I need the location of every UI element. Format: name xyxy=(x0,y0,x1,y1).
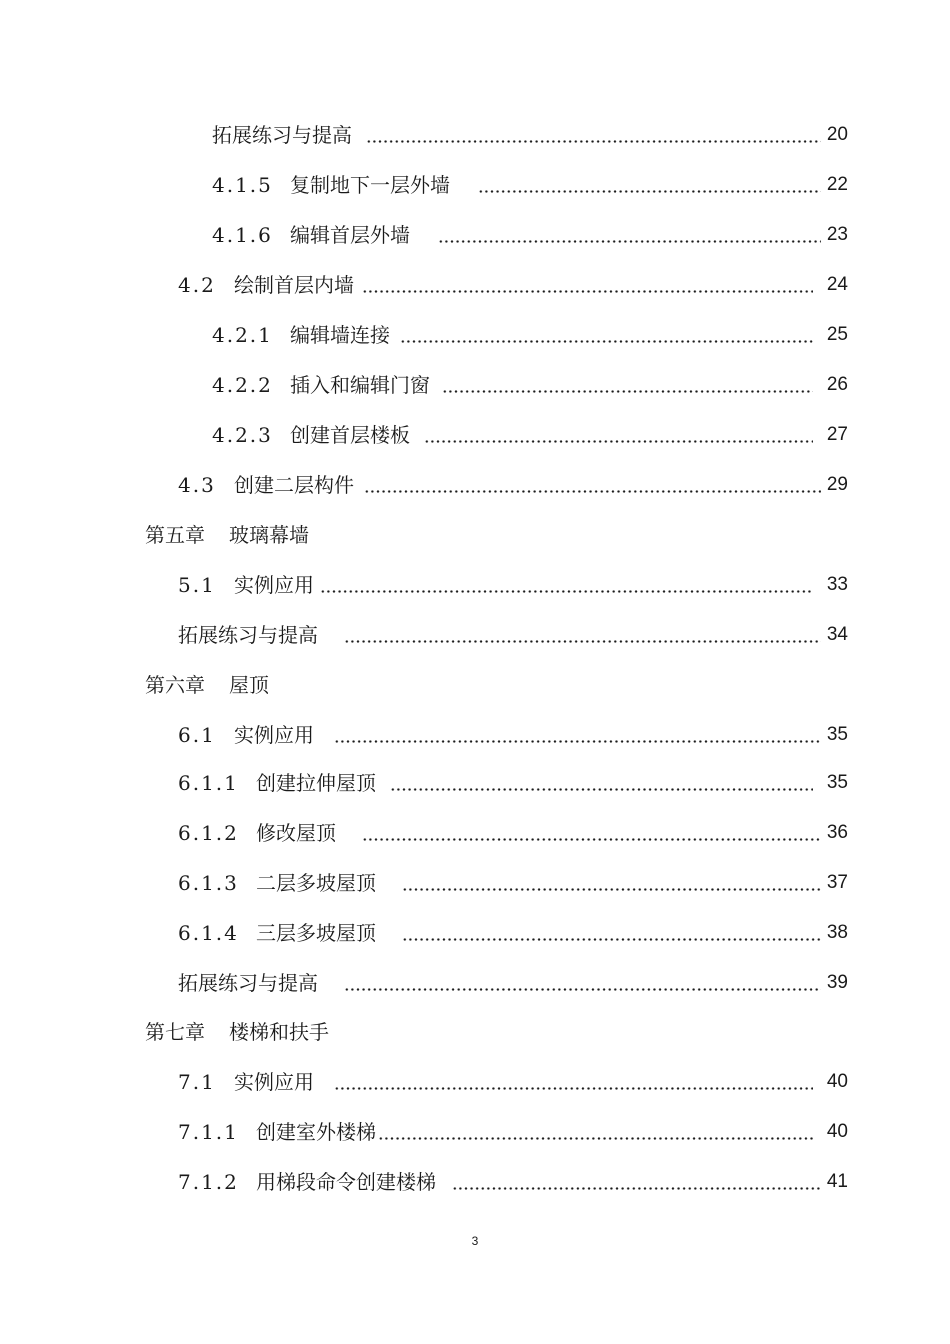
chapter-title: 屋顶 xyxy=(229,673,269,697)
toc-dot-leader xyxy=(344,620,821,650)
toc-page-number: 27 xyxy=(826,424,848,445)
toc-entry[interactable] xyxy=(178,768,848,798)
toc-section-number: 7.1.2 xyxy=(178,1170,239,1194)
toc-section-number: 6.1.1 xyxy=(178,771,239,795)
toc-entry[interactable] xyxy=(178,868,848,898)
toc-dot-leader xyxy=(378,1117,813,1147)
toc-dot-leader xyxy=(402,868,821,898)
toc-entry[interactable] xyxy=(178,270,848,300)
toc-dot-leader xyxy=(320,570,813,600)
toc-page-number: 38 xyxy=(826,922,848,943)
chapter-title: 楼梯和扶手 xyxy=(229,1020,329,1044)
toc-page-number: 25 xyxy=(826,324,848,345)
toc-entry[interactable] xyxy=(178,1067,848,1097)
toc-entry-title: 创建首层楼板 xyxy=(290,423,410,447)
toc-entry-title: 编辑首层外墙 xyxy=(290,223,410,247)
toc-section-number: 6.1.4 xyxy=(178,921,239,945)
toc-page-number: 41 xyxy=(826,1171,848,1192)
toc-page-number: 33 xyxy=(826,574,848,595)
toc-dot-leader xyxy=(334,1067,813,1097)
toc-entry[interactable] xyxy=(212,120,848,150)
chapter-title: 玻璃幕墙 xyxy=(229,523,309,547)
toc-page-number: 40 xyxy=(826,1121,848,1142)
toc-page-number: 35 xyxy=(826,772,848,793)
toc-entry[interactable] xyxy=(178,1167,848,1197)
toc-dot-leader xyxy=(452,1167,821,1197)
toc-dot-leader xyxy=(362,818,821,848)
toc-section-number: 4.2.1 xyxy=(212,323,273,347)
toc-page-number: 29 xyxy=(826,474,848,495)
toc-entry-title: 拓展练习与提高 xyxy=(178,623,318,647)
toc-entry-title: 实例应用 xyxy=(234,1070,314,1094)
toc-page-number: 22 xyxy=(826,174,848,195)
toc-page-number: 23 xyxy=(826,224,848,245)
toc-page-number: 20 xyxy=(826,124,848,145)
toc-dot-leader xyxy=(478,170,821,200)
chapter-label: 第五章 xyxy=(145,523,205,547)
toc-entry[interactable] xyxy=(178,918,848,948)
toc-entry[interactable] xyxy=(212,370,848,400)
toc-entry-title: 创建拉伸屋顶 xyxy=(256,771,376,795)
toc-dot-leader xyxy=(424,420,813,450)
toc-entry-title: 创建二层构件 xyxy=(234,473,354,497)
toc-dot-leader xyxy=(364,470,821,500)
toc-page-number: 26 xyxy=(826,374,848,395)
toc-section-number: 7.1 xyxy=(178,1070,216,1094)
toc-entry[interactable] xyxy=(178,570,848,600)
toc-page-number: 37 xyxy=(826,872,848,893)
toc-entry-title: 拓展练习与提高 xyxy=(178,971,318,995)
toc-entry-title: 实例应用 xyxy=(234,573,314,597)
toc-page-number: 34 xyxy=(826,624,848,645)
chapter-label: 第六章 xyxy=(145,673,205,697)
toc-section-number: 4.3 xyxy=(178,473,216,497)
toc-dot-leader xyxy=(334,720,821,750)
toc-dot-leader xyxy=(366,120,821,150)
toc-entry[interactable] xyxy=(212,420,848,450)
toc-entry[interactable] xyxy=(212,220,848,250)
chapter-heading[interactable] xyxy=(145,1017,329,1047)
toc-dot-leader xyxy=(390,768,813,798)
toc-page-number: 24 xyxy=(826,274,848,295)
toc-entry[interactable] xyxy=(178,620,848,650)
chapter-heading[interactable] xyxy=(145,670,269,700)
toc-entry-title: 用梯段命令创建楼梯 xyxy=(256,1170,436,1194)
toc-section-number: 7.1.1 xyxy=(178,1120,239,1144)
toc-entry-title: 复制地下一层外墙 xyxy=(290,173,450,197)
toc-section-number: 6.1.3 xyxy=(178,871,239,895)
toc-dot-leader xyxy=(442,370,813,400)
toc-dot-leader xyxy=(400,320,813,350)
toc-entry[interactable] xyxy=(212,170,848,200)
toc-entry[interactable] xyxy=(178,720,848,750)
toc-page-number: 35 xyxy=(826,724,848,745)
toc-entry-title: 创建室外楼梯 xyxy=(256,1120,376,1144)
toc-entry-title: 编辑墙连接 xyxy=(290,323,390,347)
toc-section-number: 4.2.2 xyxy=(212,373,273,397)
toc-dot-leader xyxy=(438,220,821,250)
toc-entry[interactable] xyxy=(178,818,848,848)
toc-entry-title: 实例应用 xyxy=(234,723,314,747)
toc-dot-leader xyxy=(402,918,821,948)
toc-section-number: 4.2.3 xyxy=(212,423,273,447)
toc-page-number: 36 xyxy=(826,822,848,843)
toc-section-number: 5.1 xyxy=(178,573,216,597)
page-number-footer: 3 xyxy=(471,1234,479,1248)
toc-entry[interactable] xyxy=(178,968,848,998)
toc-section-number: 4.2 xyxy=(178,273,216,297)
toc-entry-title: 绘制首层内墙 xyxy=(234,273,354,297)
toc-entry-title: 修改屋顶 xyxy=(256,821,336,845)
toc-dot-leader xyxy=(362,270,813,300)
chapter-heading[interactable] xyxy=(145,520,309,550)
toc-entry[interactable] xyxy=(178,1117,848,1147)
toc-entry-title: 二层多坡屋顶 xyxy=(256,871,376,895)
toc-entry-title: 三层多坡屋顶 xyxy=(256,921,376,945)
toc-dot-leader xyxy=(344,968,821,998)
toc-section-number: 6.1.2 xyxy=(178,821,239,845)
toc-entry[interactable] xyxy=(178,470,848,500)
toc-page-number: 39 xyxy=(826,972,848,993)
toc-page-number: 40 xyxy=(826,1071,848,1092)
toc-section-number: 4.1.5 xyxy=(212,173,273,197)
toc-entry-title: 拓展练习与提高 xyxy=(212,123,352,147)
toc-section-number: 6.1 xyxy=(178,723,216,747)
chapter-label: 第七章 xyxy=(145,1020,205,1044)
toc-entry[interactable] xyxy=(212,320,848,350)
toc-entry-title: 插入和编辑门窗 xyxy=(290,373,430,397)
toc-section-number: 4.1.6 xyxy=(212,223,273,247)
